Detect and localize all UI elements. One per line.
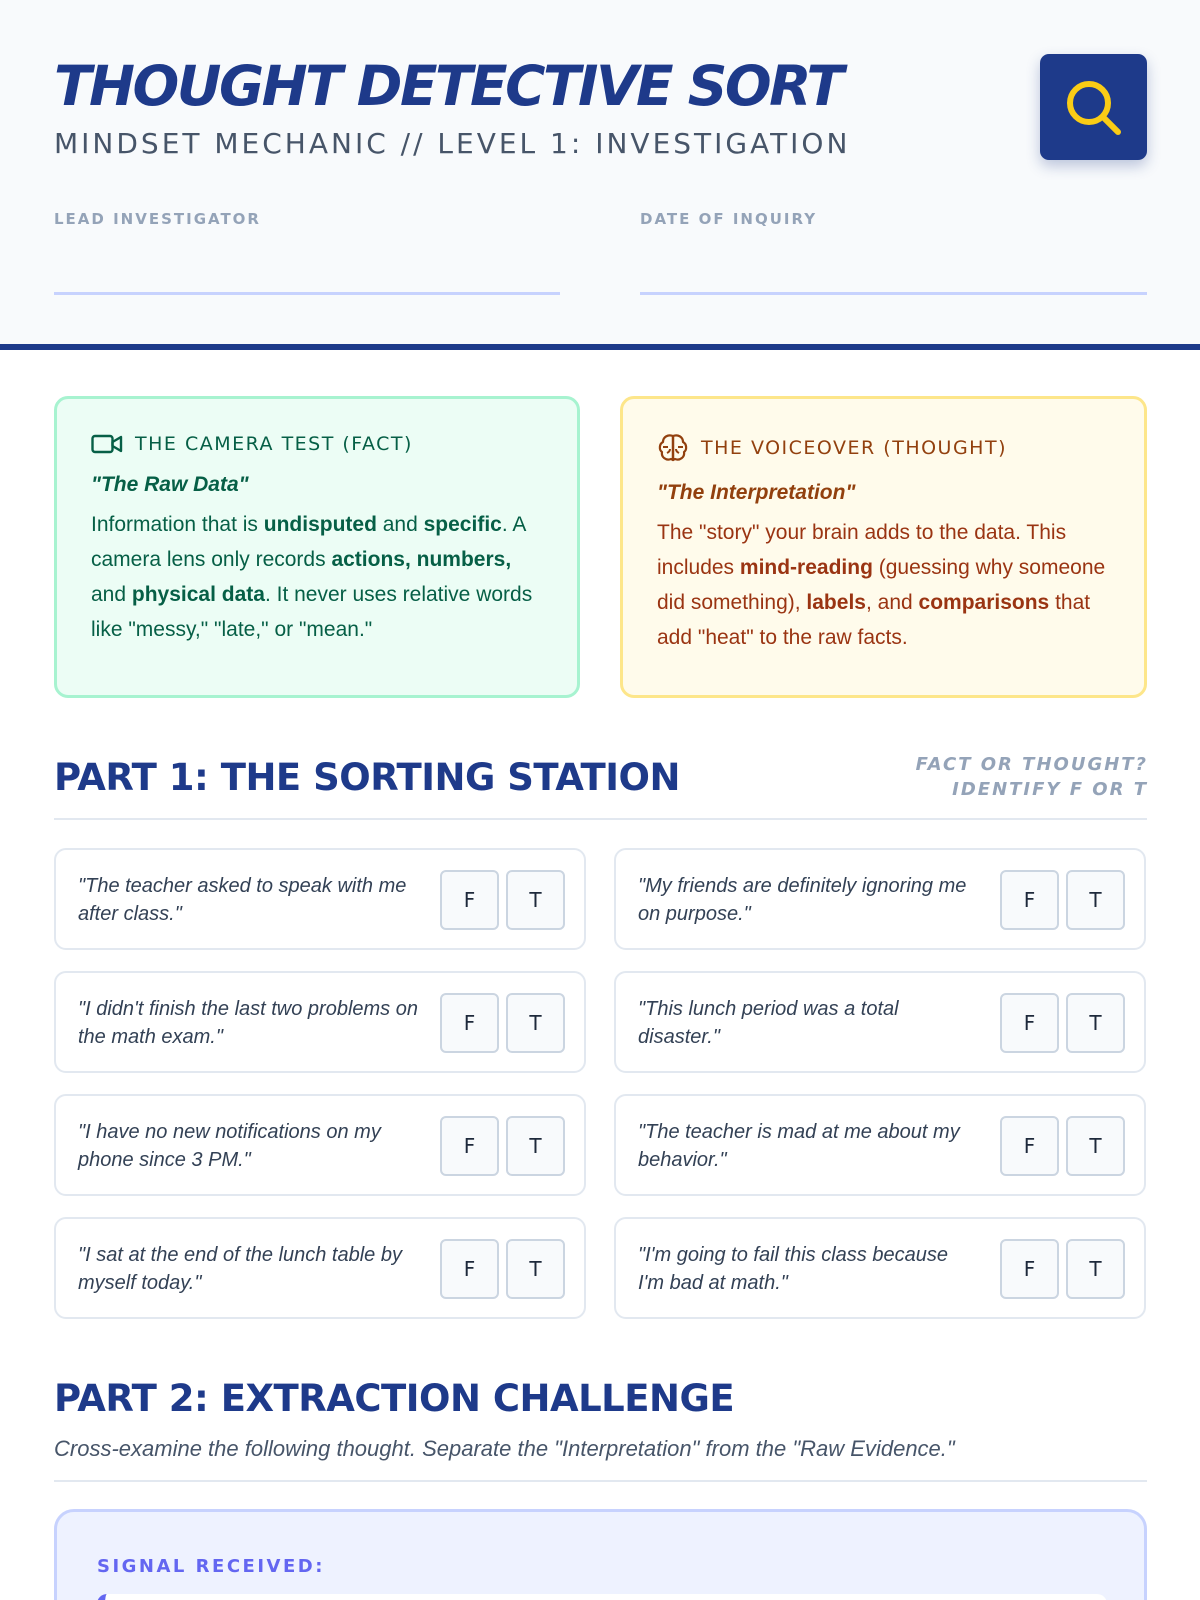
fact-card [54,396,580,698]
fact-choice-button[interactable]: F [1000,1239,1059,1299]
sort-item-statement: "This lunch period was a total disaster." [638,998,899,1048]
signal-thought-box [97,1594,1107,1600]
sort-item-statement: "The teacher asked to speak with me after class." [78,875,407,925]
thought-choice-button[interactable]: T [1066,870,1125,930]
page-title: THOUGHT DETECTIVE SORT [54,54,842,118]
sort-item-statement: "The teacher is mad at me about my behavior." [638,1121,960,1171]
signal-label: SIGNAL RECEIVED: [97,1556,325,1577]
thought-card [620,396,1147,698]
part2-description: Cross-examine the following thought. Separate the "Interpretation" from the "Raw Evidence." [54,1436,955,1461]
investigator-input-line[interactable] [54,292,560,295]
sort-item [614,1094,1146,1196]
fact-choice-button[interactable]: F [1000,870,1059,930]
part1-hint-line2: IDENTIFY F OR T [952,779,1148,800]
fact-card-body: Information that is undisputed and specific. A camera lens only records actions, numbers, and physical data. It never uses relative words like "messy," "late," or "mean." [91,513,533,641]
thought-choice-button[interactable]: T [1066,1239,1125,1299]
thought-choice-button[interactable]: T [506,870,565,930]
part1-hint [916,752,1148,802]
sort-item [54,1094,586,1196]
date-input-line[interactable] [640,292,1147,295]
signal-panel [54,1509,1147,1600]
sort-item-statement: "My friends are definitely ignoring me on purpose." [638,875,967,925]
investigator-label: LEAD INVESTIGATOR [54,210,261,228]
sort-item-statement: "I didn't finish the last two problems on the math exam." [78,998,418,1048]
search-button[interactable] [1040,54,1147,160]
sort-item [614,1217,1146,1319]
sort-item [54,971,586,1073]
thought-choice-button[interactable]: T [506,1239,565,1299]
sort-item-statement: "I sat at the end of the lunch table by myself today." [78,1244,402,1294]
fact-choice-button[interactable]: F [440,1239,499,1299]
date-label: DATE OF INQUIRY [640,210,818,228]
divider [54,1480,1147,1482]
thought-choice-button[interactable]: T [506,1116,565,1176]
fact-choice-button[interactable]: F [1000,1116,1059,1176]
thought-choice-button[interactable]: T [1066,993,1125,1053]
thought-card-heading: THE VOICEOVER (THOUGHT) [701,437,1007,459]
divider [54,818,1147,820]
fact-choice-button[interactable]: F [440,993,499,1053]
brain-icon [657,433,689,463]
part2-title: PART 2: EXTRACTION CHALLENGE [54,1377,735,1420]
sort-item-statement: "I have no new notifications on my phone since 3 PM." [78,1121,381,1171]
part1-title: PART 1: THE SORTING STATION [54,756,680,799]
fact-card-heading: THE CAMERA TEST (FACT) [135,433,413,455]
fact-choice-button[interactable]: F [440,870,499,930]
sort-item [54,848,586,950]
fact-choice-button[interactable]: F [440,1116,499,1176]
part1-hint-line1: FACT OR THOUGHT? [915,754,1148,775]
camera-icon [91,433,123,455]
search-icon [1062,76,1126,140]
thought-card-body: The "story" your brain adds to the data. This includes mind-reading (guessing why someone did something), labels, and comparisons that add "heat" to the raw facts. [657,521,1106,649]
thought-choice-button[interactable]: T [506,993,565,1053]
fact-choice-button[interactable]: F [1000,993,1059,1053]
fact-card-subheading: "The Raw Data" [91,473,249,496]
sort-item [54,1217,586,1319]
thought-card-subheading: "The Interpretation" [657,481,856,504]
sort-item-statement: "I'm going to fail this class because I'm bad at math." [638,1244,948,1294]
thought-choice-button[interactable]: T [1066,1116,1125,1176]
sort-item [614,848,1146,950]
page-subtitle: MINDSET MECHANIC // LEVEL 1: INVESTIGATION [54,127,851,160]
worksheet-header [0,0,1200,350]
sort-item [614,971,1146,1073]
